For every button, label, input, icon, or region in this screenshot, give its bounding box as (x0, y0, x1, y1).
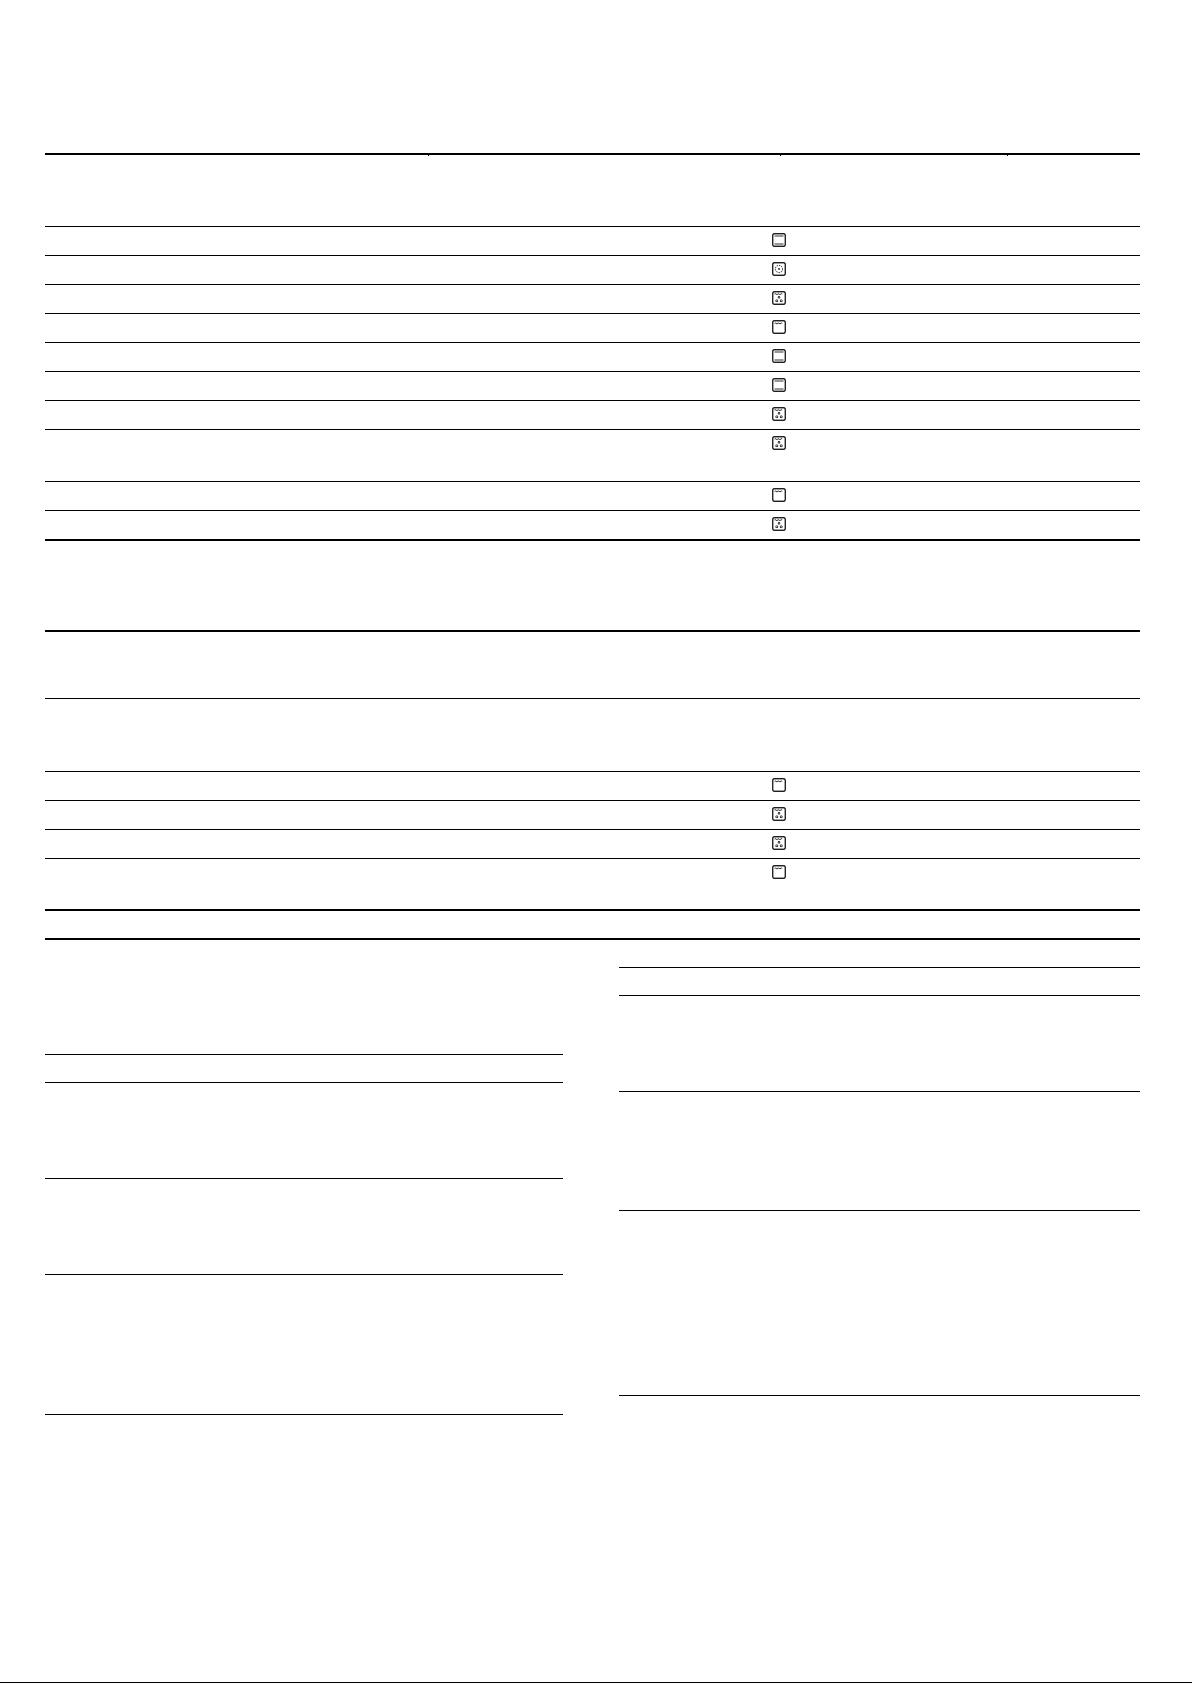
full-surface-grill-icon (772, 865, 786, 879)
table-row-rule (45, 371, 1140, 372)
table-row-rule (45, 342, 1140, 343)
circotherm-grill-fan-icon (772, 291, 786, 305)
top-bottom-heat-icon (772, 378, 786, 392)
circotherm-grill-fan-icon (772, 407, 786, 421)
full-surface-grill-icon (772, 488, 786, 502)
table-rule (45, 1414, 563, 1415)
circotherm-grill-fan-icon (772, 517, 786, 531)
full-surface-grill-icon (772, 320, 786, 334)
circotherm-grill-fan-icon (772, 807, 786, 821)
table-rule (619, 967, 1140, 968)
top-bottom-heat-icon (772, 233, 786, 247)
section-rule (45, 938, 1140, 940)
full-surface-grill-icon (772, 778, 786, 792)
table-rule (45, 1082, 563, 1083)
column-divider (1007, 153, 1008, 156)
circotherm-grill-fan-icon (772, 436, 786, 450)
table-rule (45, 1054, 563, 1055)
table-row-rule (45, 829, 1140, 830)
table-row-rule (45, 255, 1140, 256)
table-rule (619, 1091, 1140, 1092)
main-table-header-rule (45, 226, 1140, 227)
second-table-bottom-rule (45, 909, 1140, 911)
main-table-top-rule (45, 153, 1140, 155)
table-row-rule (45, 481, 1140, 482)
hot-air-fan-icon (772, 262, 786, 276)
second-table-header-rule (45, 771, 1140, 772)
main-table-bottom-rule (45, 539, 1140, 541)
table-row-rule (45, 429, 1140, 430)
table-rule (619, 995, 1140, 996)
second-table-top-rule (45, 698, 1140, 699)
table-rule (619, 1395, 1140, 1396)
top-bottom-heat-icon (772, 349, 786, 363)
column-divider (780, 153, 781, 156)
table-row-rule (45, 284, 1140, 285)
table-row-rule (45, 858, 1140, 859)
section-rule (45, 630, 1140, 632)
table-row-rule (45, 510, 1140, 511)
table-rule (45, 1178, 563, 1179)
table-rule (619, 1210, 1140, 1211)
table-row-rule (45, 800, 1140, 801)
column-divider (428, 153, 429, 156)
table-rule (45, 1274, 563, 1275)
circotherm-grill-fan-icon (772, 836, 786, 850)
page-footer-rule (0, 1682, 1192, 1683)
table-row-rule (45, 400, 1140, 401)
table-row-rule (45, 313, 1140, 314)
